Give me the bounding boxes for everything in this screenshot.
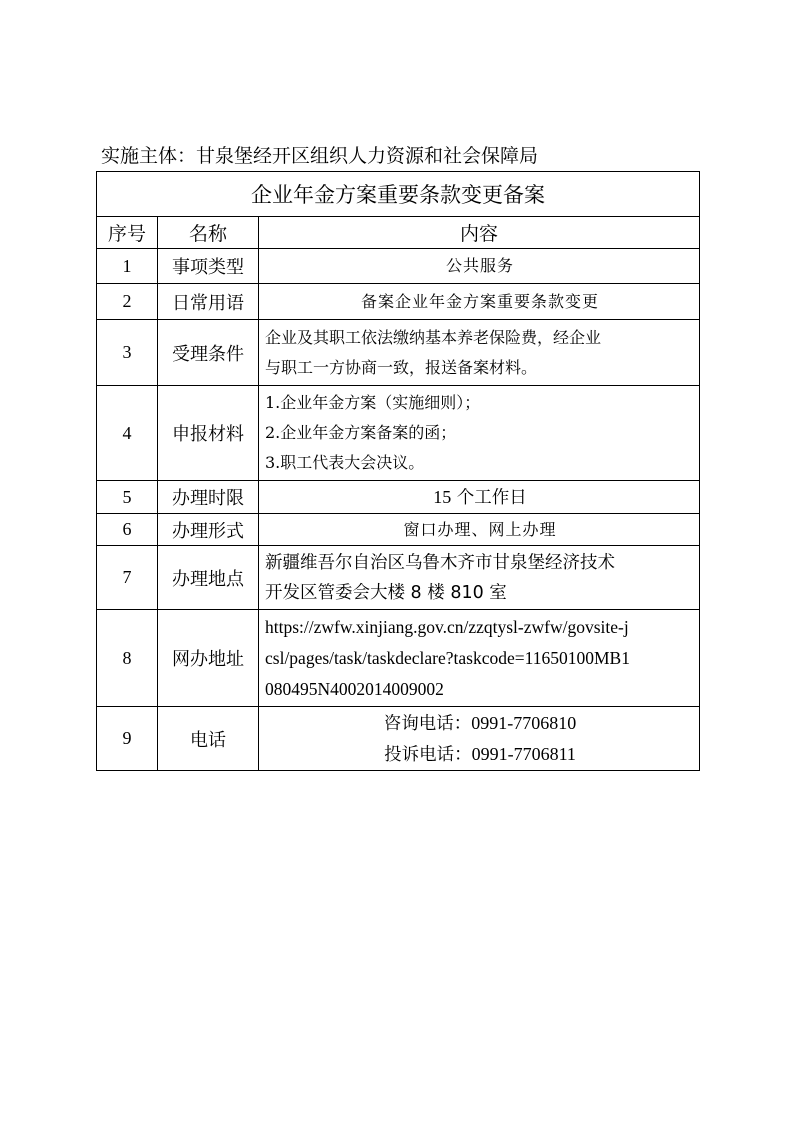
row-name: 办理时限 xyxy=(158,481,259,514)
header-name: 名称 xyxy=(158,217,259,249)
row-index: 9 xyxy=(97,707,158,771)
row-index: 2 xyxy=(97,284,158,320)
row-index: 5 xyxy=(97,481,158,514)
content-line: 窗口办理、网上办理 xyxy=(403,519,557,539)
row-index: 3 xyxy=(97,320,158,386)
online-address-line: https://zwfw.xinjiang.gov.cn/zzqtysl-zwfw/govsite-j xyxy=(265,616,629,637)
row-content xyxy=(259,481,700,514)
content-line: 3.职工代表大会决议。 xyxy=(265,453,425,472)
online-address-line: csl/pages/task/taskdeclare?taskcode=11650100MB1 xyxy=(265,647,630,668)
row-content xyxy=(259,284,700,320)
row-index: 4 xyxy=(97,386,158,481)
row-name: 网办地址 xyxy=(158,610,259,707)
time-limit-unit: 个工作日 xyxy=(456,487,527,508)
table-row xyxy=(97,284,700,320)
row-content xyxy=(259,707,700,771)
content-line: 与职工一方协商一致，报送备案材料。 xyxy=(265,357,538,377)
consult-phone xyxy=(265,708,695,739)
header-content: 内容 xyxy=(259,217,700,249)
row-index: 6 xyxy=(97,514,158,546)
table-row xyxy=(97,386,700,481)
row-name: 受理条件 xyxy=(158,320,259,386)
row-content xyxy=(259,514,700,546)
implementer-label: 实施主体：甘泉堡经开区组织人力资源和社会保障局 xyxy=(101,145,539,167)
table-header-row xyxy=(97,217,700,249)
header-index: 序号 xyxy=(97,217,158,249)
phone-label: 投诉电话： xyxy=(384,744,472,765)
table-row xyxy=(97,546,700,610)
row-name: 申报材料 xyxy=(158,386,259,481)
online-address-line: 080495N4002014009002 xyxy=(265,678,444,699)
content-line: 企业及其职工依法缴纳基本养老保险费，经企业 xyxy=(265,327,602,347)
row-index: 7 xyxy=(97,546,158,610)
row-name: 办理地点 xyxy=(158,546,259,610)
table-row xyxy=(97,610,700,707)
phone-number: 0991-7706811 xyxy=(471,743,576,764)
content-line: 开发区管委会大楼 8 楼 810 室 xyxy=(265,582,507,603)
content-line: 备案企业年金方案重要条款变更 xyxy=(361,291,600,311)
phone-label: 咨询电话： xyxy=(383,713,472,734)
row-index: 1 xyxy=(97,249,158,284)
time-limit-number: 15 xyxy=(433,486,452,507)
row-index: 8 xyxy=(97,610,158,707)
row-name: 电话 xyxy=(158,707,259,771)
row-content xyxy=(259,249,700,284)
service-info-table xyxy=(96,171,700,771)
content-line: 1.企业年金方案（实施细则）； xyxy=(265,393,481,412)
table-row xyxy=(97,249,700,284)
row-name: 日常用语 xyxy=(158,284,259,320)
table-title: 企业年金方案重要条款变更备案 xyxy=(97,172,700,217)
content-line: 新疆维吾尔自治区乌鲁木齐市甘泉堡经济技术 xyxy=(265,552,615,573)
row-content xyxy=(259,320,700,386)
table-row xyxy=(97,707,700,771)
table-row xyxy=(97,481,700,514)
row-content xyxy=(259,610,700,707)
row-name: 办理形式 xyxy=(158,514,259,546)
row-name: 事项类型 xyxy=(158,249,259,284)
phone-number: 0991-7706810 xyxy=(471,712,577,733)
table-row xyxy=(97,514,700,546)
content-line: 2.企业年金方案备案的函； xyxy=(265,423,457,442)
row-content xyxy=(259,546,700,610)
complaint-phone xyxy=(265,739,695,770)
row-content xyxy=(259,386,700,481)
table-row xyxy=(97,320,700,386)
content-line: 公共服务 xyxy=(446,256,515,275)
